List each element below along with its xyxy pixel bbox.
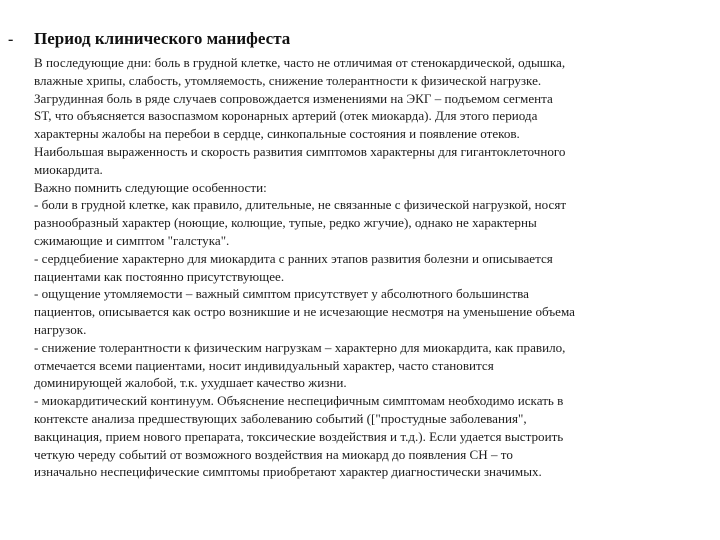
body-line: В последующие дни: боль в грудной клетке, часто не отличимая от стенокардической, одышка, — [34, 55, 566, 70]
body-line: доминирующей жалобой, т.к. ухудшает качество жизни. — [34, 375, 347, 391]
body-line: пациентами как постоянно присутствующее. — [34, 268, 285, 284]
body-line: характерны жалобы на перебои в сердце, синкопальные состояния и появление отеков. — [34, 126, 520, 142]
body-line: миокардита. — [34, 161, 103, 177]
body-line: сжимающие и симптом "галстука". — [34, 232, 230, 248]
body-line: контексте анализа предшествующих заболеванию событий (["простудные заболевания", — [34, 410, 527, 426]
body-line: отмечается всеми пациентами, носит индивидуальный характер, часто становится — [34, 357, 494, 373]
body-line: - боли в грудной клетке, как правило, длительные, не связанные с физической нагрузкой, носят — [34, 197, 567, 213]
body-line: влажные хрипы, слабость, утомляемость, снижение толерантности к физической нагрузке. — [34, 72, 542, 88]
body-line: четкую череду событий от возможного воздействия на миокард до появления СН – то — [34, 446, 513, 462]
body-line: изначально неспецифические симптомы приобретают характер диагностически значимых. — [34, 464, 542, 480]
slide-body-text — [34, 54, 694, 481]
body-line: нагрузок. — [34, 321, 87, 337]
body-line: - миокардитический континуум. Объяснение неспецифичным симптомам необходимо искать в — [34, 393, 564, 409]
body-line: Наибольшая выраженность и скорость развития симптомов характерны для гигантоклеточного — [34, 143, 566, 159]
body-line: пациентов, описывается как остро возникшие и не исчезающие несмотря на уменьшение объема — [34, 304, 575, 320]
body-line: вакцинация, прием нового препарата, токсические воздействия и т.д.). Если удается выстроить — [34, 428, 564, 444]
body-line: - сердцебиение характерно для миокардита с ранних этапов развития болезни и описывается — [34, 250, 553, 266]
body-line: разнообразный характер (ноющие, колющие, тупые, редко жгучие), однако не характерны — [34, 215, 537, 231]
slide-title: Период клинического манифеста — [34, 29, 291, 48]
body-line: - снижение толерантности к физическим нагрузкам – характерно для миокардита, как правило, — [34, 339, 566, 355]
title-bullet: - — [8, 31, 14, 48]
body-line: - ощущение утомляемости – важный симптом присутствует у абсолютного большинства — [34, 286, 529, 302]
body-line: Важно помнить следующие особенности: — [34, 179, 267, 195]
body-line: Загрудинная боль в ряде случаев сопровождается изменениями на ЭКГ – подъемом сегмента — [34, 90, 553, 106]
body-line: ST, что объясняется вазоспазмом коронарных артерий (отек миокарда). Для этого периода — [34, 108, 538, 124]
